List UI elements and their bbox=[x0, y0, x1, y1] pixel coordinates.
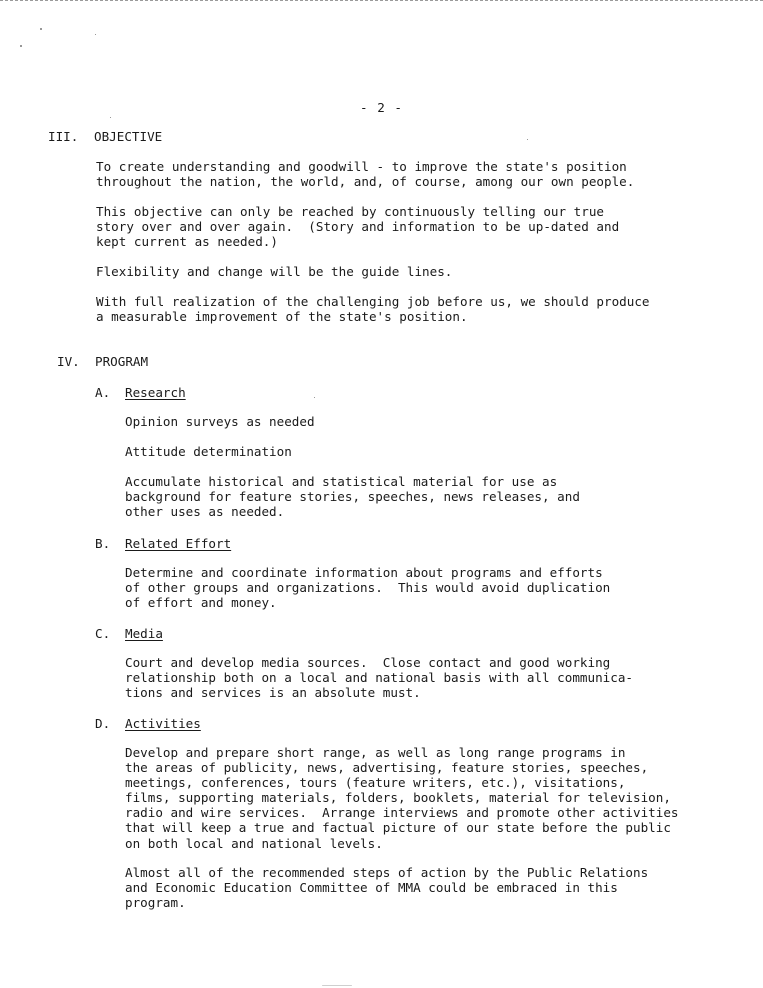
subsection-heading-research bbox=[95, 385, 186, 400]
subsection-letter: C. bbox=[95, 626, 111, 641]
section-number: III. bbox=[48, 129, 79, 144]
subsection-letter: A. bbox=[95, 385, 111, 400]
activities-paragraph: Develop and prepare short range, as well as long range programs in the areas of publicity, news, advertising, feature stories, speeches, meetings, conferences, tours (feature writers, etc.), visitations, films, supporting materials, folders, booklets, material for television, radio and wire services. Arrange interviews and promote other activities that will keep a true and factual picture of our state before the public on both local and national levels. bbox=[125, 745, 679, 851]
research-paragraph: Attitude determination bbox=[125, 444, 292, 459]
objective-paragraph: With full realization of the challenging job before us, we should produce a measurable improvement of the state's position. bbox=[96, 294, 650, 325]
subsection-heading-media bbox=[95, 626, 163, 641]
research-paragraph: Accumulate historical and statistical material for use as background for feature stories, speeches, news releases, and other uses as needed. bbox=[125, 474, 580, 520]
subsection-letter: D. bbox=[95, 716, 111, 731]
section-heading-program bbox=[57, 354, 148, 369]
subsection-title: Activities bbox=[125, 716, 201, 731]
section-title: PROGRAM bbox=[95, 354, 149, 369]
objective-paragraph: To create understanding and goodwill - to improve the state's position throughout the nation, the world, and, of course, among our own people. bbox=[96, 159, 635, 190]
subsection-title: Media bbox=[125, 626, 163, 641]
subsection-heading-related-effort bbox=[95, 536, 231, 551]
research-paragraph: Opinion surveys as needed bbox=[125, 414, 315, 429]
scan-speck bbox=[314, 397, 315, 398]
objective-paragraph: Flexibility and change will be the guide lines. bbox=[96, 264, 453, 279]
scan-speck bbox=[322, 985, 352, 986]
subsection-heading-activities bbox=[95, 716, 201, 731]
subsection-title: Related Effort bbox=[125, 536, 232, 551]
scan-speck bbox=[527, 139, 528, 140]
subsection-letter: B. bbox=[95, 536, 111, 551]
activities-paragraph: Almost all of the recommended steps of action by the Public Relations and Economic Education Committee of MMA could be embraced in this program. bbox=[125, 865, 649, 911]
scan-speck bbox=[20, 45, 22, 47]
media-paragraph: Court and develop media sources. Close contact and good working relationship both on a local and national basis with all communica- tions and services is an absolute must. bbox=[125, 655, 633, 701]
scan-speck bbox=[40, 28, 42, 30]
section-title: OBJECTIVE bbox=[94, 129, 163, 144]
scan-speck bbox=[95, 34, 96, 35]
scan-top-edge bbox=[0, 0, 763, 1]
subsection-title: Research bbox=[125, 385, 186, 400]
page-number: - 2 - bbox=[360, 100, 403, 115]
related-effort-paragraph: Determine and coordinate information about programs and efforts of other groups and organizations. This would avoid duplication of effort and money. bbox=[125, 565, 611, 611]
section-heading-objective bbox=[48, 129, 162, 144]
objective-paragraph: This objective can only be reached by continuously telling our true story over and over again. (Story and information to be up-dated and kept current as needed.) bbox=[96, 204, 620, 250]
section-number: IV. bbox=[57, 354, 80, 369]
scan-speck bbox=[110, 117, 111, 118]
